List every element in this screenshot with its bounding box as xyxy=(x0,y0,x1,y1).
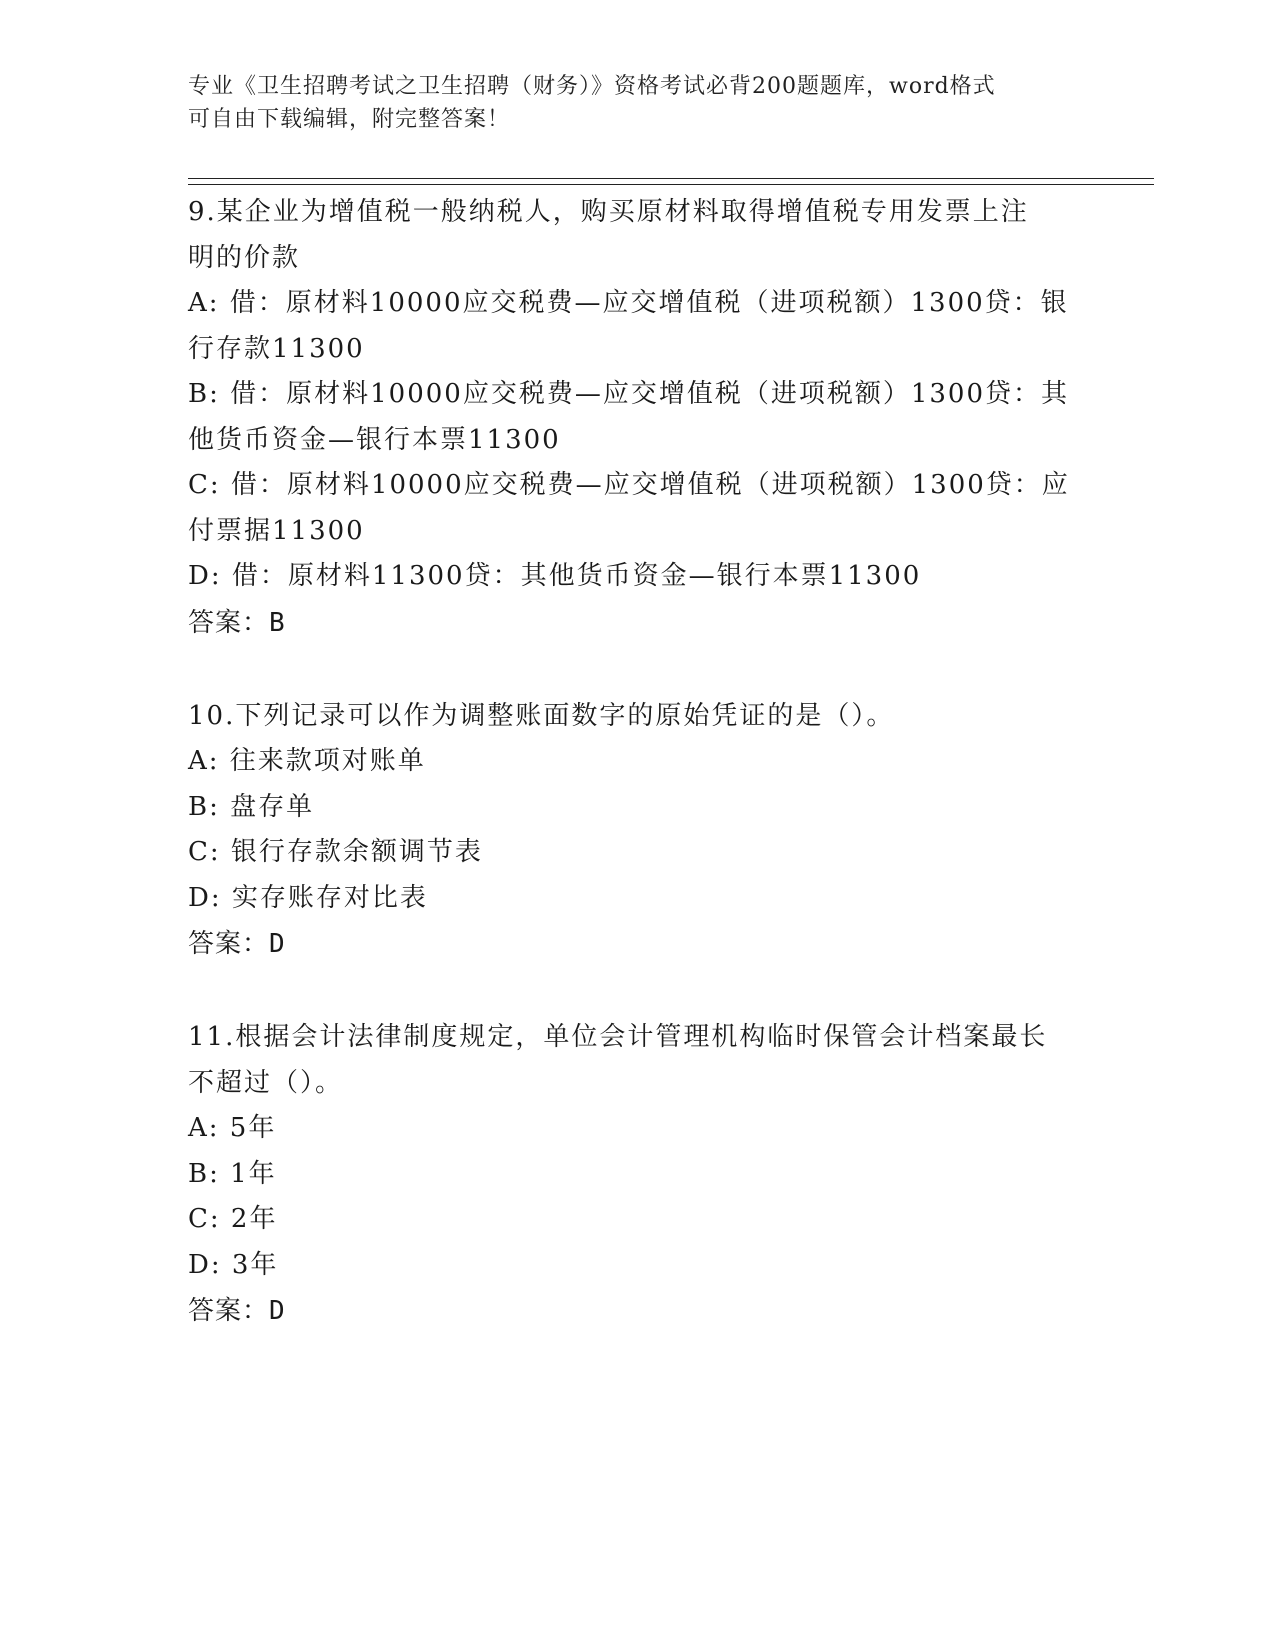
option-c-line: C: 银行存款余额调节表 xyxy=(188,837,483,867)
option-a-line: A: 5年 xyxy=(188,1113,277,1143)
option-d-line: D: 实存账存对比表 xyxy=(188,882,428,913)
option-a-line: A: 往来款项对账单 xyxy=(188,746,426,776)
option-a-line: A: 借：原材料10000应交税费—应交增值税（进项税额）1300贷：银 xyxy=(188,288,1069,318)
header-line-1: 专业《卫生招聘考试之卫生招聘（财务）》资格考试必背200题题库，word格式 xyxy=(188,74,996,99)
question-11 xyxy=(188,1015,1088,1334)
option-b-line: B: 盘存单 xyxy=(188,791,315,822)
question-list xyxy=(188,190,1088,1382)
question-10 xyxy=(188,694,1088,968)
option-b-line: B: 借：原材料10000应交税费—应交增值税（进项税额）1300贷：其 xyxy=(188,379,1070,409)
document-header xyxy=(188,70,1088,136)
option-c-line: 付票据11300 xyxy=(188,515,365,546)
option-b-line: B: 1年 xyxy=(188,1158,277,1189)
question-stem-line: 11.根据会计法律制度规定，单位会计管理机构临时保管会计档案最长 xyxy=(188,1022,1048,1052)
answer-label: 答案：B xyxy=(188,607,286,638)
question-stem-line: 9.某企业为增值税一般纳税人，购买原材料取得增值税专用发票上注 xyxy=(188,197,1029,227)
question-stem-line: 10.下列记录可以作为调整账面数字的原始凭证的是（）。 xyxy=(188,700,895,731)
header-divider-bottom xyxy=(188,184,1154,185)
question-9 xyxy=(188,190,1088,646)
answer-label: 答案：D xyxy=(188,929,286,959)
question-stem-line: 明的价款 xyxy=(188,242,301,273)
option-c-line: C: 借：原材料10000应交税费—应交增值税（进项税额）1300贷：应 xyxy=(188,470,1070,500)
option-d-line: D: 3年 xyxy=(188,1249,279,1280)
option-b-line: 他货币资金—银行本票11300 xyxy=(188,424,561,455)
option-a-line: 行存款11300 xyxy=(188,333,365,364)
option-c-line: C: 2年 xyxy=(188,1204,278,1234)
answer-label: 答案：D xyxy=(188,1296,286,1326)
header-line-2: 可自由下载编辑，附完整答案！ xyxy=(188,107,511,132)
option-d-line: D: 借：原材料11300贷：其他货币资金—银行本票11300 xyxy=(188,561,922,591)
header-divider-top xyxy=(188,178,1154,179)
question-stem-line: 不超过（）。 xyxy=(188,1067,344,1098)
